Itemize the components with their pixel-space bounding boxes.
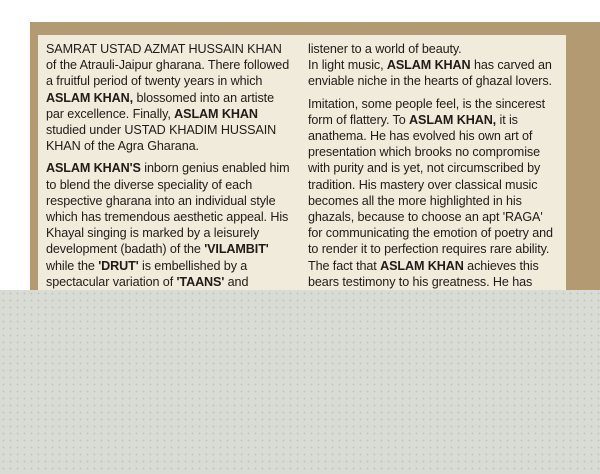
text-line: becomes all the more highlighted in his xyxy=(308,193,522,208)
text-line: with purity and is yet, not circumscribed by xyxy=(308,161,541,176)
text-line: which has tremendous aesthetic appeal. His xyxy=(46,210,289,225)
text-line: KHAN of the Agra Gharana. xyxy=(46,139,199,154)
artist-name: ASLAM KHAN'S xyxy=(46,161,141,176)
artist-name: ASLAM KHAN xyxy=(380,258,464,273)
text-run: par excellence. Finally, xyxy=(46,106,175,121)
left-column xyxy=(38,35,300,312)
text-run: form of flattery. To xyxy=(308,112,410,127)
text-line xyxy=(46,274,292,290)
text-line: anathema. He has evolved his own art of xyxy=(308,129,533,144)
text-run: and xyxy=(224,274,249,289)
text-line: to blend the diverse speciality of each xyxy=(46,177,253,192)
text-line xyxy=(46,90,292,106)
artist-name: ASLAM KHAN, xyxy=(46,90,134,105)
term-vilambit: 'VILAMBIT' xyxy=(204,242,269,257)
term-drut: 'DRUT' xyxy=(98,258,139,273)
text-run: achieves this xyxy=(463,258,539,273)
text-line: listener to a world of beauty. xyxy=(308,42,462,56)
artist-name: ASLAM KHAN, xyxy=(409,112,497,127)
text-line: of the Atrauli-Jaipur gharana. There followed xyxy=(46,58,290,73)
text-line xyxy=(308,258,558,274)
text-line xyxy=(46,106,292,122)
text-line xyxy=(308,57,558,73)
sleeve-frame xyxy=(30,22,600,312)
text-line xyxy=(46,160,292,176)
left-paragraph-1 xyxy=(46,41,292,154)
text-line xyxy=(46,258,292,274)
text-run: spectacular variation of xyxy=(46,274,177,289)
text-run: it is xyxy=(496,112,518,127)
term-taans: 'TAANS' xyxy=(176,274,225,289)
text-line: Khayal singing is marked by a leisurely xyxy=(46,226,260,241)
text-run: is embellished by a xyxy=(138,258,248,273)
text-line: presentation which brooks no compromise xyxy=(308,145,540,160)
text-run: inborn genius enabled him xyxy=(140,161,290,176)
left-paragraph-2 xyxy=(46,160,292,306)
text-line: to render it to perfection requires rare ability. xyxy=(308,242,550,257)
occlusion-overlay xyxy=(0,290,600,474)
right-paragraph-2 xyxy=(308,96,558,307)
text-run: has carved an xyxy=(470,58,552,73)
text-line: studied under USTAD KHADIM HUSSAIN xyxy=(46,123,277,138)
text-line xyxy=(308,112,558,128)
right-column xyxy=(300,35,566,312)
text-line: respective gharana into an individual style xyxy=(46,193,276,208)
text-line: Imitation, some people feel, is the sincerest xyxy=(308,96,546,111)
text-run: while the xyxy=(46,258,99,273)
right-paragraph-1 xyxy=(308,41,558,90)
text-line: ghazals, because to choose an apt 'RAGA' xyxy=(308,210,543,225)
text-line: a fruitful period of twenty years in which xyxy=(46,74,263,89)
text-line xyxy=(46,241,292,257)
text-run: development (badath) of the xyxy=(46,242,205,257)
text-line: bears testimony to his greatness. He has xyxy=(308,274,533,289)
artist-name: ASLAM KHAN xyxy=(174,106,258,121)
artist-name: ASLAM KHAN xyxy=(386,58,471,73)
text-line: SAMRAT USTAD AZMAT HUSSAIN KHAN xyxy=(46,42,282,56)
text-run: blossomed into an artiste xyxy=(133,90,274,105)
text-line: tradition. His mastery over classical music xyxy=(308,177,538,192)
text-run: In light music, xyxy=(308,58,387,73)
text-line: for communicating the emotion of poetry and xyxy=(308,226,553,241)
text-line: enviable niche in the hearts of ghazal lovers. xyxy=(308,74,552,89)
text-run: The fact that xyxy=(308,258,381,273)
